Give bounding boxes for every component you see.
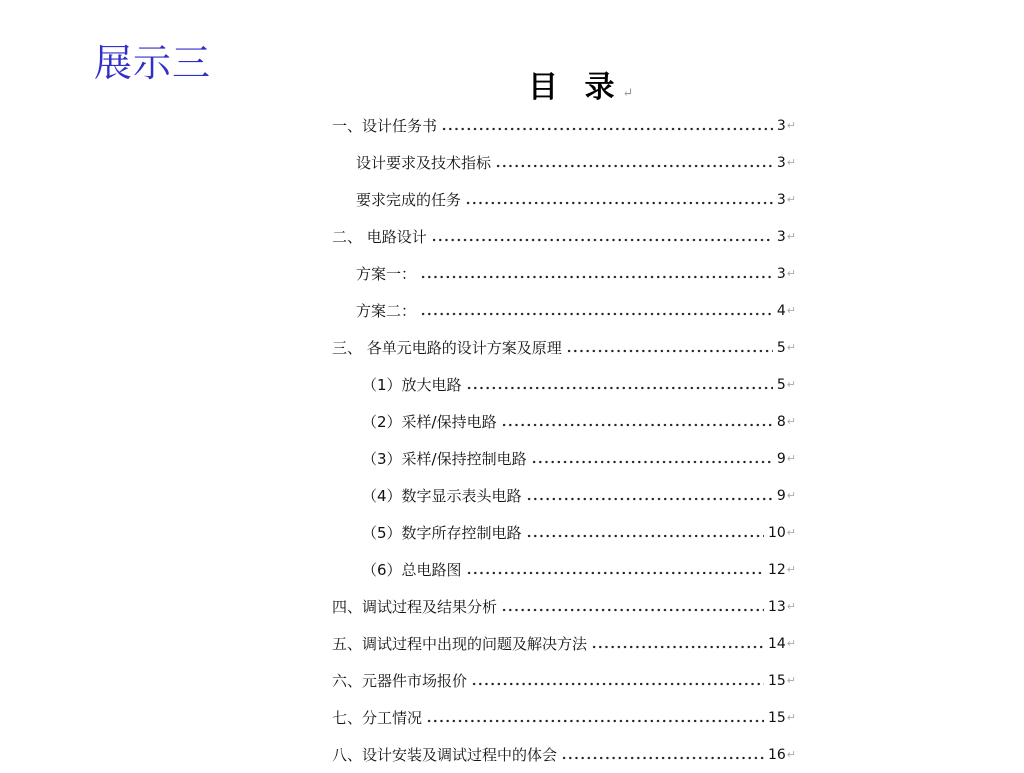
toc-entry-title: （1）放大电路	[362, 376, 462, 394]
toc-entry[interactable]	[332, 292, 796, 329]
toc-heading-text: 目 录	[528, 70, 623, 105]
dot-leader	[420, 312, 773, 316]
toc-entry[interactable]	[332, 403, 796, 440]
paragraph-mark-icon: ↵	[786, 230, 796, 243]
toc-entry-title: （6）总电路图	[362, 561, 462, 579]
toc-entry[interactable]	[332, 625, 796, 662]
toc-entry-page: 9	[776, 450, 786, 467]
toc-entry[interactable]	[332, 218, 796, 255]
toc-entry-title: 三、 各单元电路的设计方案及原理	[332, 339, 562, 357]
paragraph-mark-icon: ↵	[786, 526, 796, 539]
paragraph-mark-icon: ↵	[786, 156, 796, 169]
toc-entry-page: 3	[776, 191, 786, 208]
toc-entry-page: 15	[767, 709, 786, 726]
toc-entry[interactable]	[332, 514, 796, 551]
toc-entry-title: 八、设计安装及调试过程中的体会	[332, 746, 558, 764]
toc-entry[interactable]	[332, 477, 796, 514]
slide-title: 展示三	[94, 41, 212, 85]
dot-leader	[441, 127, 773, 131]
dot-leader	[501, 423, 773, 427]
dot-leader	[471, 682, 764, 686]
toc-entry-title: 要求完成的任务	[356, 191, 462, 209]
paragraph-mark-icon: ↵	[786, 563, 796, 576]
paragraph-mark-icon: ↵	[786, 748, 796, 761]
dot-leader	[531, 460, 773, 464]
toc-entry-title: 七、分工情况	[332, 709, 423, 727]
toc-entry-title: 六、元器件市场报价	[332, 672, 468, 690]
toc-entry[interactable]	[332, 699, 796, 736]
toc-entry-title: 方案一：	[356, 265, 417, 283]
dot-leader	[591, 645, 764, 649]
paragraph-mark-icon: ↵	[786, 711, 796, 724]
toc-entry[interactable]	[332, 736, 796, 773]
dot-leader	[501, 608, 764, 612]
paragraph-mark-icon: ↵	[786, 267, 796, 280]
paragraph-mark-icon: ↵	[786, 600, 796, 613]
toc-entry-page: 10	[767, 524, 786, 541]
toc-entry-title: （4）数字显示表头电路	[362, 487, 522, 505]
toc-entry[interactable]	[332, 107, 796, 144]
toc-entry-page: 3	[776, 265, 786, 282]
paragraph-mark-icon: ↵	[786, 341, 796, 354]
toc-entry[interactable]	[332, 255, 796, 292]
toc-heading	[528, 62, 633, 106]
paragraph-mark-icon: ↵	[786, 304, 796, 317]
toc-entry-title: （3）采样/保持控制电路	[362, 450, 527, 468]
toc-entry-page: 9	[776, 487, 786, 504]
toc-entry[interactable]	[332, 588, 796, 625]
paragraph-mark-icon: ↵	[786, 415, 796, 428]
toc-entry-page: 4	[776, 302, 786, 319]
paragraph-mark-icon: ↵	[786, 489, 796, 502]
paragraph-mark-icon: ↵	[786, 452, 796, 465]
toc-entry[interactable]	[332, 440, 796, 477]
dot-leader	[431, 238, 773, 242]
toc-entry[interactable]	[332, 329, 796, 366]
toc-entry-page: 13	[767, 598, 786, 615]
dot-leader	[495, 164, 773, 168]
dot-leader	[426, 719, 764, 723]
toc-entry-title: 二、 电路设计	[332, 228, 427, 246]
toc-entry-title: （5）数字所存控制电路	[362, 524, 522, 542]
toc-entry[interactable]	[332, 181, 796, 218]
paragraph-mark-icon: ↵	[622, 86, 634, 101]
toc-entry[interactable]	[332, 662, 796, 699]
toc-entry-page: 15	[767, 672, 786, 689]
toc-entry-page: 8	[776, 413, 786, 430]
paragraph-mark-icon: ↵	[786, 193, 796, 206]
dot-leader	[420, 275, 773, 279]
toc-entry-title: 四、调试过程及结果分析	[332, 598, 498, 616]
dot-leader	[526, 497, 773, 501]
toc-entry-page: 14	[767, 635, 786, 652]
toc-entry-title: 一、设计任务书	[332, 117, 438, 135]
paragraph-mark-icon: ↵	[786, 637, 796, 650]
toc-entry-page: 16	[767, 746, 786, 763]
toc-entry[interactable]	[332, 551, 796, 588]
toc-entry-page: 12	[767, 561, 786, 578]
dot-leader	[561, 756, 764, 760]
toc-entry-title: 设计要求及技术指标	[356, 154, 492, 172]
paragraph-mark-icon: ↵	[786, 119, 796, 132]
dot-leader	[526, 534, 764, 538]
paragraph-mark-icon: ↵	[786, 378, 796, 391]
toc-entry[interactable]	[332, 144, 796, 181]
toc-entry-title: 五、调试过程中出现的问题及解决方法	[332, 635, 588, 653]
toc-entry-page: 3	[776, 228, 786, 245]
toc-entry-page: 3	[776, 154, 786, 171]
toc-entry-title: 方案二：	[356, 302, 417, 320]
toc-entry-title: （2）采样/保持电路	[362, 413, 497, 431]
dot-leader	[466, 571, 764, 575]
paragraph-mark-icon: ↵	[786, 674, 796, 687]
table-of-contents	[332, 107, 796, 773]
dot-leader	[466, 386, 773, 390]
dot-leader	[465, 201, 773, 205]
toc-entry[interactable]	[332, 366, 796, 403]
dot-leader	[566, 349, 773, 353]
toc-entry-page: 5	[776, 376, 786, 393]
toc-entry-page: 3	[776, 117, 786, 134]
toc-entry-page: 5	[776, 339, 786, 356]
